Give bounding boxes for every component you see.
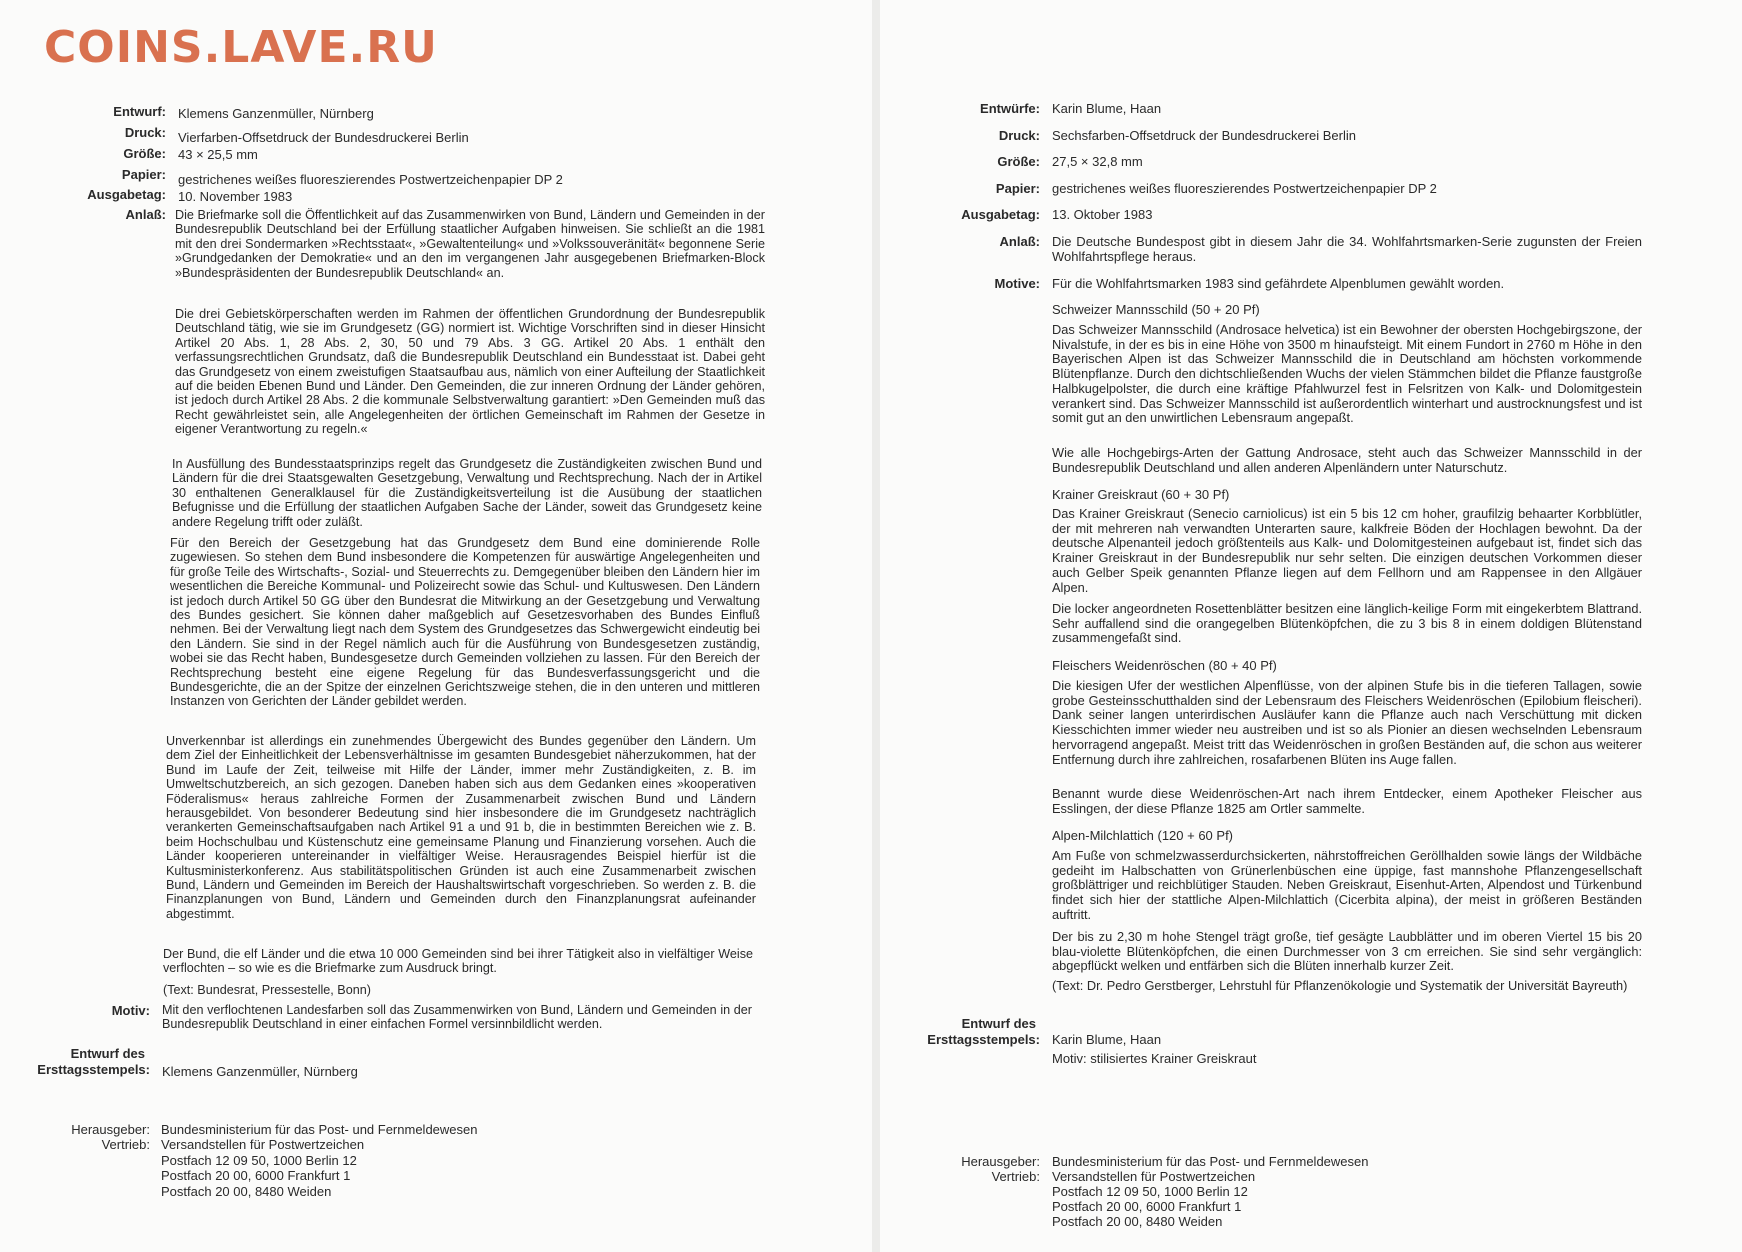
left-druck-label: Druck: bbox=[124, 125, 166, 140]
right-stempel-motiv: Motiv: stilisiertes Krainer Greiskraut bbox=[1052, 1051, 1257, 1066]
right-anlass-label: Anlaß: bbox=[999, 234, 1040, 249]
right-footer-line: Bundesministerium für das Post- und Fernmeldewesen bbox=[1052, 1154, 1369, 1169]
right-ausgabetag-value: 13. Oktober 1983 bbox=[1052, 207, 1153, 222]
right-stempel-label-2: Ersttagsstempels: bbox=[927, 1032, 1040, 1047]
left-motiv-label: Motiv: bbox=[111, 1003, 150, 1018]
section-heading: Krainer Greiskraut (60 + 30 Pf) bbox=[1052, 487, 1230, 502]
right-entwuerfe-value: Karin Blume, Haan bbox=[1052, 101, 1162, 116]
left-footer-line: Postfach 12 09 50, 1000 Berlin 12 bbox=[161, 1153, 357, 1168]
left-groesse-value: 43 × 25,5 mm bbox=[178, 147, 258, 162]
left-papier-label: Papier: bbox=[121, 167, 166, 182]
left-entwurf-value: Klemens Ganzenmüller, Nürnberg bbox=[178, 106, 374, 121]
right-text-credit: (Text: Dr. Pedro Gerstberger, Lehrstuhl für Pflanzenökologie und Systematik der Universität Bayreuth) bbox=[1052, 978, 1628, 993]
right-motive-label: Motive: bbox=[994, 276, 1040, 291]
left-anlass-paragraph: Die drei Gebietskörperschaften werden im Rahmen der öffentlichen Grundordnung der Bundesrepublik Deutschland tätig, wie sie im Grundgesetz (GG) normiert ist. Wichtige Vorschriften sind in dieser Hinsicht Artikel 20 Abs. 1, 28 Abs. 2, 30, 50 und 79 Abs. 3 GG. Artikel 20 Abs. 1 enthält den verfassungsrechtlichen Grundsatz, daß die Bundesrepublik Deutschland ein Bundesstaat ist. Dabei geht das Grundgesetz von einem zweistufigen Staatsaufbau aus, nämlich von einer Aufteilung der Staatlichkeit auf die beiden Ebenen Bund und Länder. Den Gemeinden, die zur inneren Ordnung der Länder gehören, ist jedoch durch Artikel 28 Abs. 2 die kommunale Selbstverwaltung garantiert: »Den Gemeinden muß das Recht gewährleistet sein, alle Angelegenheiten der örtlichen Gemeinschaft im Rahmen der Gesetze in eigener Verantwortung zu regeln.« bbox=[175, 307, 765, 437]
left-footer-line: Bundesministerium für das Post- und Fernmeldewesen bbox=[161, 1122, 478, 1137]
right-footer-line: Postfach 20 00, 6000 Frankfurt 1 bbox=[1052, 1199, 1242, 1214]
left-ausgabetag-value: 10. November 1983 bbox=[178, 189, 293, 204]
right-footer-line: Postfach 20 00, 8480 Weiden bbox=[1052, 1214, 1223, 1229]
watermark: COINS.LAVE.RU bbox=[44, 22, 438, 73]
left-anlass-paragraph: Unverkennbar ist allerdings ein zunehmendes Übergewicht des Bundes gegenüber den Ländern. Um dem Ziel der Einheitlichkeit der Lebensverhältnisse im gesamten Bundesgebiet näherzukommen, hat der Bund im Laufe der Zeit, teilweise mit Hilfe der Länder, immer mehr Zuständigkeiten, z. B. im Umweltschutzbereich, an sich gezogen. Daneben haben sich aus dem Gedanken eines »kooperativen Föderalismus« heraus zahlreiche Formen der Zusammenarbeit zwischen Bund und Ländern herausgebildet. Von besonderer Bedeutung sind hier insbesondere die im Grundgesetz nachträglich verankerten Gemeinschaftsaufgaben nach Artikel 91 a und 91 b, die in bestimmten Bereichen wie z. B. beim Hochschulbau und Küstenschutz eine gemeinsame Planung und Finanzierung vorsehen. Auch die Länder kooperieren untereinander in vielfältiger Weise. Herausragendes Beispiel hierfür ist die Kultusministerkonferenz. Aus stabilitätspolitischen Gründen ist auch eine Zusammenarbeit zwischen Bund, Ländern und Gemeinden im Bereich der Haushaltswirtschaft vorgeschrieben. So werden z. B. die Finanzplanungen von Bund, Ländern und Gemeinden durch den Finanzplanungsrat aufeinander abgestimmt. bbox=[166, 734, 756, 921]
left-papier-value: gestrichenes weißes fluoreszierendes Postwertzeichenpapier DP 2 bbox=[178, 172, 563, 187]
section-paragraph: Das Schweizer Mannsschild (Androsace helvetica) ist ein Bewohner der obersten Hochgebirgszone, der Nivalstufe, in der es bis in eine Höhe von 3500 m hinaufsteigt. Mit einem Fundort in 2760 m Höhe in den Bayerischen Alpen ist das Schweizer Mannsschild die in Deutschland am höchsten vorkommende Blütenpflanze. Durch den dichtschließenden Wuchs der vielen Stämmchen bildet die Pflanze faustgroße Halbkugelpolster, die durch eine kräftige Pfahlwurzel fest in Felsritzen von Kalk- und Dolomitgestein verankert sind. Das Schweizer Mannsschild ist außerordentlich winterhart und austrocknungsfest und ist somit gut an den unwirtlichen Lebensraum angepaßt. bbox=[1052, 322, 1642, 426]
section-heading: Alpen-Milchlattich (120 + 60 Pf) bbox=[1052, 828, 1234, 843]
left-ausgabetag-label: Ausgabetag: bbox=[87, 187, 166, 202]
left-anlass-paragraph: Für den Bereich der Gesetzgebung hat das Grundgesetz dem Bund eine dominierende Rolle zugewiesen. So stehen dem Bund insbesondere die Kompetenzen für auswärtige Angelegenheiten und für große Teile des Wirtschafts-, Sozial- und Steuerrechts zu. Demgegenüber bleiben den Ländern hier im wesentlichen die Bereiche Kommunal- und Polizeirecht sowie das Schul- und Kultuswesen. Den Ländern ist jedoch durch Artikel 50 GG über den Bundesrat die Mitwirkung an der Gesetzgebung und Verwaltung des Bundes gesichert. Sie können daher maßgeblich auf Gesetzesvorhaben des Bundes Einfluß nehmen. Bei der Verwaltung liegt nach dem System des Grundgesetzes das Schwergewicht eindeutig bei den Ländern. Sie sind in der Regel nämlich auch für die Ausführung von Bundesgesetzen zuständig, wobei sie das Recht haben, Bundesgesetze durch Gemeinden vollziehen zu lassen. Für den Bereich der Rechtsprechung besteht eine eigene Regelung für das Bundesverfassungsgericht und die Bundesgerichte, die an der Spitze der einzelnen Gerichtszweige stehen, die in den unteren und mittleren Instanzen von Gerichten der Länder gebildet werden. bbox=[170, 536, 760, 709]
section-paragraph: Am Fuße von schmelzwasserdurchsickerten, nährstoffreichen Geröllhalden sowie längs der Wildbäche gedeiht im Halbschatten von Grünerlenbüschen eine üppige, fast mannshohe Pflanzengesellschaft großblättriger und reichblütiger Stauden. Neben Greiskraut, Eisenhut-Arten, Alpendost und Türkenbund findet sich hier der stattliche Alpen-Milchlattich (Cicerbita alpina), der meist in größeren Beständen auftritt. bbox=[1052, 848, 1642, 922]
right-groesse-label: Größe: bbox=[997, 154, 1040, 169]
right-herausgeber-label: Herausgeber: bbox=[961, 1154, 1040, 1169]
section-heading: Fleischers Weidenröschen (80 + 40 Pf) bbox=[1052, 658, 1277, 673]
section-paragraph: Das Krainer Greiskraut (Senecio carniolicus) ist ein 5 bis 12 cm hoher, graufilzig behaarter Korbblütler, der mit mehreren nah verwandten Unterarten saure, kalkfreie Böden der Hochlagen bewohnt. Da der deutsche Alpenanteil jedoch größtenteils aus Kalk- und Dolomitgesteinen aufgebaut ist, findet sich das Krainer Greiskraut in der Bundesrepublik nur sehr selten. Die einzigen deutschen Vorkommen dieser auch Gelber Speik genannten Pflanze liegen auf dem Fellhorn und am Rappensee in den Allgäuer Alpen. bbox=[1052, 506, 1642, 595]
right-motive-value: Für die Wohlfahrtsmarken 1983 sind gefährdete Alpenblumen gewählt worden. bbox=[1052, 276, 1505, 291]
left-footer-line: Postfach 20 00, 6000 Frankfurt 1 bbox=[161, 1168, 351, 1183]
right-vertrieb-label: Vertrieb: bbox=[991, 1169, 1040, 1184]
section-paragraph: Der bis zu 2,30 m hohe Stengel trägt große, tief gesägte Laubblätter und im oberen Viertel 15 bis 20 blau-violette Blütenköpfchen, die einen Durchmesser von 3 cm erreichen. Sie sind sehr vergänglich: abgepflückt welken und entfärben sich die Blüten innerhalb kurzer Zeit. bbox=[1052, 929, 1642, 974]
section-paragraph: Die kiesigen Ufer der westlichen Alpenflüsse, von der alpinen Stufe bis in die tieferen Tallagen, sowie grobe Gesteinsschutthalden sind der Lebensraum des Fleischers Weidenröschen (Epilobium fleischeri). Dank seiner langen unterirdischen Ausläufer kann die Pflanze auch nach Verschüttung mit dicken Kiesschichten immer wieder neu austreiben und ist so als Pionier an diesen wechselnden Lebensraum hervorragend angepaßt. Meist tritt das Weidenröschen in großen Beständen auf, die schon aus weiterer Entfernung durch ihre zahlreichen, rosafarbenen Blüten ins Auge fallen. bbox=[1052, 678, 1642, 767]
right-papier-value: gestrichenes weißes fluoreszierendes Postwertzeichenpapier DP 2 bbox=[1052, 181, 1437, 196]
left-motiv-value: Mit den verflochtenen Landesfarben soll das Zusammenwirken von Bund, Ländern und Gemeinden in der Bundesrepublik Deutschland in einer einfachen Formel versinnbildlicht werden. bbox=[162, 1003, 752, 1032]
right-ausgabetag-label: Ausgabetag: bbox=[961, 207, 1040, 222]
left-anlass-label: Anlaß: bbox=[125, 207, 166, 222]
right-papier-label: Papier: bbox=[995, 181, 1040, 196]
section-paragraph: Wie alle Hochgebirgs-Arten der Gattung Androsace, steht auch das Schweizer Mannsschild in der Bundesrepublik Deutschland und allen anderen Alpenländern unter Naturschutz. bbox=[1052, 445, 1642, 475]
left-entwurf-label: Entwurf: bbox=[113, 104, 166, 119]
left-groesse-label: Größe: bbox=[123, 146, 166, 161]
right-footer-line: Postfach 12 09 50, 1000 Berlin 12 bbox=[1052, 1184, 1248, 1199]
left-footer-line: Postfach 20 00, 8480 Weiden bbox=[161, 1184, 332, 1199]
left-anlass-paragraph: Die Briefmarke soll die Öffentlichkeit auf das Zusammenwirken von Bund, Ländern und Gemeinden in der Bundesrepublik Deutschland bei der Erfüllung staatlicher Aufgaben hinweisen. Sie schließt an die 1981 mit den drei Sondermarken »Rechtsstaat«, »Gewaltenteilung« und »Volkssouveränität« begonnene Serie »Grundgedanken der Demokratie« und an den im vergangenen Jahr ausgegebenen Briefmarken-Block »Bundespräsidenten der Bundesrepublik Deutschland« an. bbox=[175, 208, 765, 280]
right-groesse-value: 27,5 × 32,8 mm bbox=[1052, 154, 1143, 169]
right-druck-label: Druck: bbox=[998, 128, 1040, 143]
page-gutter bbox=[872, 0, 880, 1252]
left-herausgeber-label: Herausgeber: bbox=[71, 1122, 150, 1137]
section-paragraph: Benannt wurde diese Weidenröschen-Art nach ihrem Entdecker, einem Apotheker Fleischer aus Esslingen, der diese Pflanze 1825 am Ortler sammelte. bbox=[1052, 786, 1642, 816]
left-stempel-label-2: Ersttagsstempels: bbox=[37, 1062, 150, 1077]
left-anlass-paragraph: Der Bund, die elf Länder und die etwa 10 000 Gemeinden sind bei ihrer Tätigkeit also in vielfältiger Weise verflochten – so wie es die Briefmarke zum Ausdruck bringt. bbox=[163, 947, 753, 976]
right-anlass-value: Die Deutsche Bundespost gibt in diesem Jahr die 34. Wohlfahrtsmarken-Serie zugunsten der Freien Wohlfahrtspflege heraus. bbox=[1052, 234, 1642, 264]
left-stempel-label-1: Entwurf des bbox=[70, 1046, 145, 1061]
left-druck-value: Vierfarben-Offsetdruck der Bundesdruckerei Berlin bbox=[178, 130, 469, 145]
left-stempel-value: Klemens Ganzenmüller, Nürnberg bbox=[162, 1064, 358, 1079]
right-stempel-value: Karin Blume, Haan bbox=[1052, 1032, 1162, 1047]
left-anlass-paragraph: In Ausfüllung des Bundesstaatsprinzips regelt das Grundgesetz die Zuständigkeiten zwischen Bund und Ländern für die drei Staatsgewalten Gesetzgebung, Verwaltung und Rechtsprechung. Nach der in Artikel 30 enthaltenen Generalklausel für die Zuständigkeitsverteilung ist die Ausübung der staatlichen Befugnisse und die Erfüllung der staatlichen Aufgaben Sache der Länder, soweit das Grundgesetz keine andere Regelung trifft oder zuläßt. bbox=[172, 457, 762, 529]
right-druck-value: Sechsfarben-Offsetdruck der Bundesdruckerei Berlin bbox=[1052, 128, 1356, 143]
left-footer-line: Versandstellen für Postwertzeichen bbox=[161, 1137, 365, 1152]
section-paragraph: Die locker angeordneten Rosettenblätter besitzen eine länglich-keilige Form mit eingekerbtem Blattrand. Sehr auffallend sind die orangegelben Blütenköpfchen, die zu 3 bis 8 in einem doldigen Blütenstand zusammengefaßt sind. bbox=[1052, 601, 1642, 646]
right-stempel-label-1: Entwurf des bbox=[961, 1016, 1036, 1031]
right-footer-line: Versandstellen für Postwertzeichen bbox=[1052, 1169, 1256, 1184]
right-entwuerfe-label: Entwürfe: bbox=[980, 101, 1040, 116]
left-text-credit: (Text: Bundesrat, Pressestelle, Bonn) bbox=[163, 983, 371, 997]
left-vertrieb-label: Vertrieb: bbox=[101, 1137, 150, 1152]
section-heading: Schweizer Mannsschild (50 + 20 Pf) bbox=[1052, 302, 1260, 317]
